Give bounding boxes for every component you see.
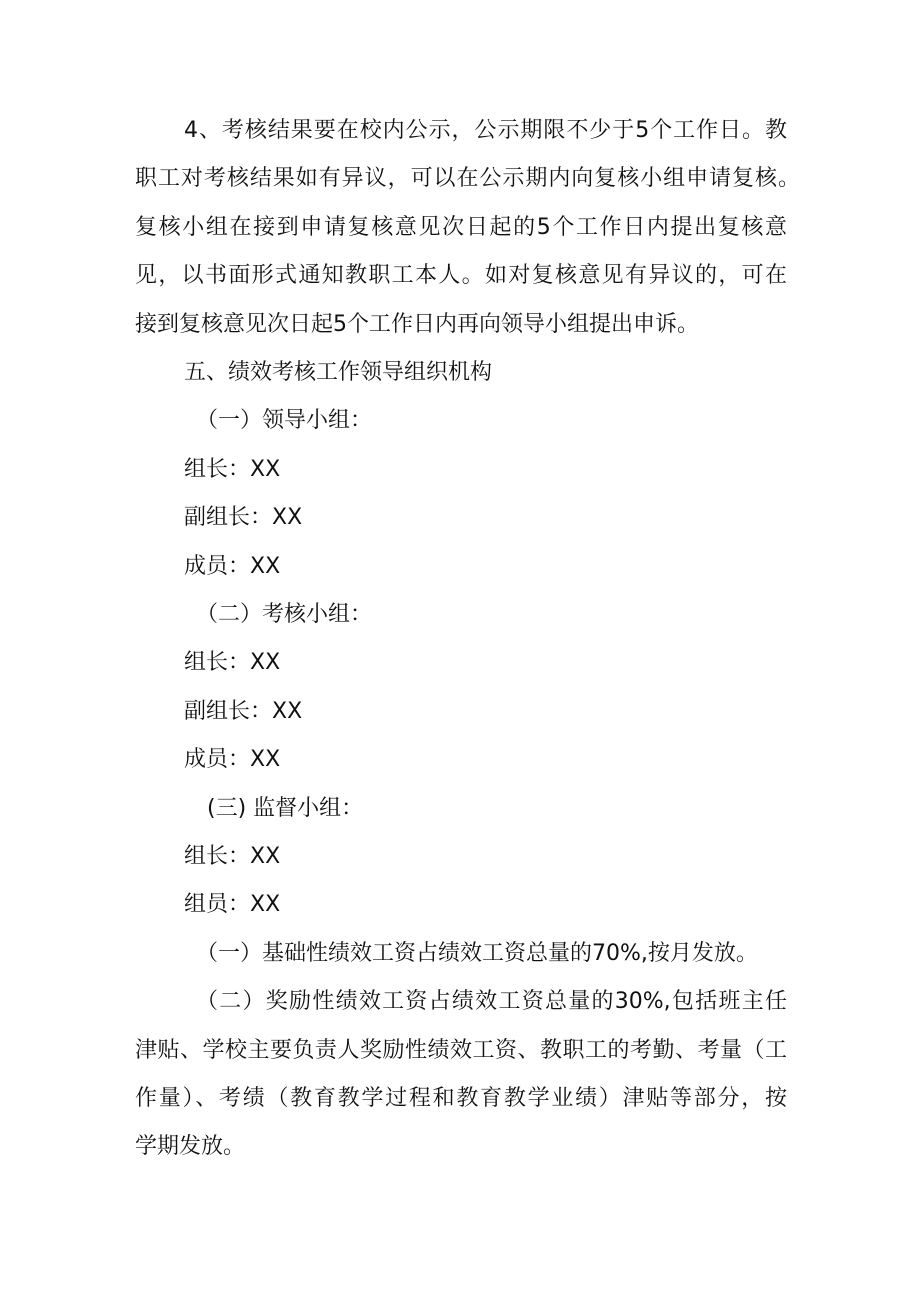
paragraph-4-line-2: 职工对考核结果如有异议，可以在公示期内向复核小组申请复核。 <box>135 166 800 191</box>
incentive-pay-line-4: 学期发放。 <box>135 1134 246 1159</box>
leading-group-leader: 组长：XX <box>184 457 281 482</box>
assessment-group-members: 成员：XX <box>184 747 281 772</box>
assessment-group-leader: 组长：XX <box>184 650 281 675</box>
leading-group-members: 成员：XX <box>184 554 281 579</box>
paragraph-4-line-1: 4、考核结果要在校内公示，公示期限不少于5个工作日。教 <box>184 118 787 143</box>
section-5-heading: 五、绩效考核工作领导组织机构 <box>184 360 493 385</box>
supervision-group-leader: 组长：XX <box>184 844 281 869</box>
assessment-group-deputy: 副组长：XX <box>184 699 303 724</box>
supervision-group-heading: (三) 监督小组： <box>207 796 364 821</box>
incentive-pay-line-1: （二）奖励性绩效工资占绩效工资总量的30%,包括班主任 <box>196 989 787 1014</box>
incentive-pay-line-2: 津贴、学校主要负责人奖励性绩效工资、教职工的考勤、考量（工 <box>135 1038 787 1063</box>
leading-group-heading: （一）领导小组： <box>196 408 373 433</box>
basic-pay-paragraph: （一）基础性绩效工资占绩效工资总量的70%,按月发放。 <box>196 941 758 966</box>
supervision-group-members: 组员：XX <box>184 892 281 917</box>
leading-group-deputy: 副组长：XX <box>184 505 303 530</box>
paragraph-4-line-4: 见，以书面形式通知教职工本人。如对复核意见有异议的，可在 <box>135 263 787 288</box>
assessment-group-heading: （二）考核小组： <box>196 602 373 627</box>
incentive-pay-line-3: 作量）、考绩（教育教学过程和教育教学业绩）津贴等部分，按 <box>135 1086 787 1111</box>
paragraph-4-line-3: 复核小组在接到申请复核意见次日起的5个工作日内提出复核意 <box>135 215 787 240</box>
paragraph-4-line-5: 接到复核意见次日起5个工作日内再向领导小组提出申诉。 <box>135 312 699 337</box>
